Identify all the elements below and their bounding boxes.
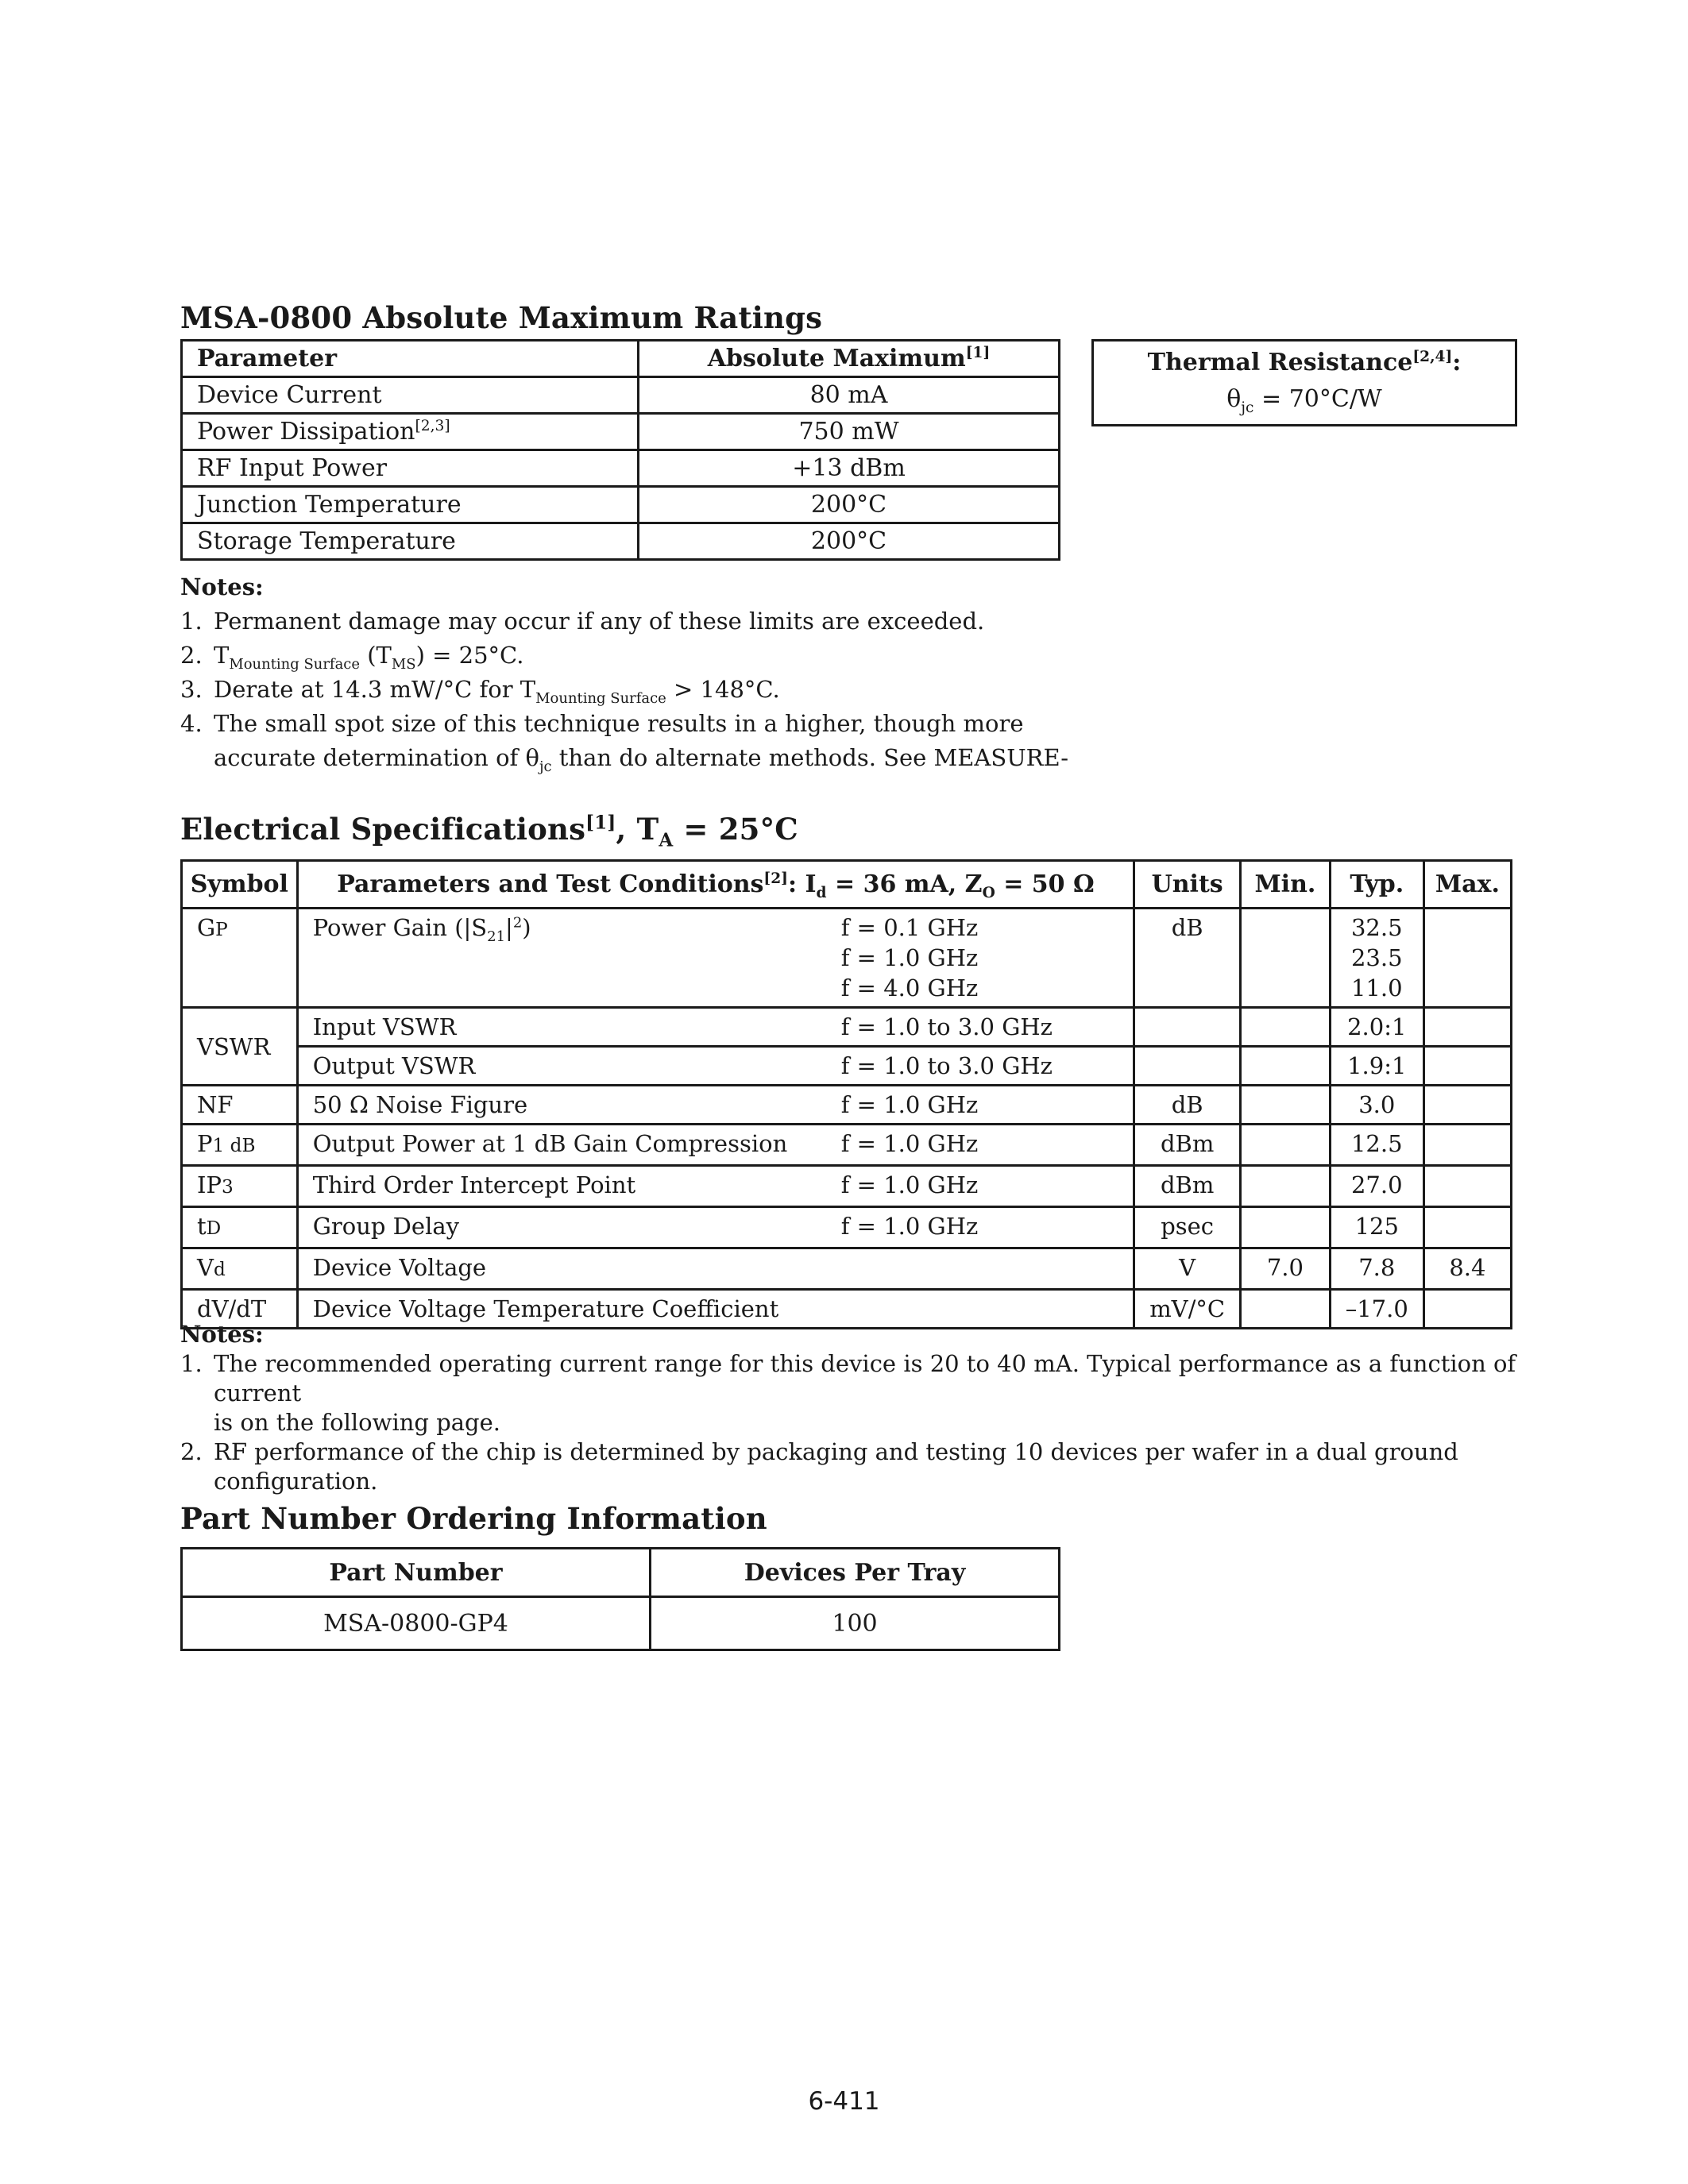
typ-value: 32.5: [1350, 914, 1403, 941]
table-row: [182, 450, 1060, 487]
col-header-label: Absolute Maximum: [707, 345, 966, 372]
units-cell: mV/°C: [1134, 1290, 1241, 1329]
note-text: than do alternate methods. See MEASURE-: [551, 744, 1068, 771]
footnote-ref: [2,4]: [1412, 349, 1453, 365]
typ-cell: 7.8: [1330, 1248, 1423, 1290]
value-cell: 750 mW: [639, 414, 1060, 450]
typ-cell: [1330, 909, 1423, 1008]
condition: f = 1.0 GHz: [840, 1213, 979, 1240]
condition: f = 0.1 GHz: [840, 914, 979, 941]
table-row-nf: [182, 1086, 1512, 1125]
symbol-cell: [182, 1125, 298, 1166]
param-cell: Storage Temperature: [182, 523, 639, 560]
table-header-row: [182, 861, 1512, 909]
subscript: Mounting Surface: [535, 689, 666, 707]
note-text: ) = 25°C.: [415, 642, 524, 669]
table-row-ip3: [182, 1166, 1512, 1207]
note-text: (T: [360, 642, 392, 669]
table-row: [182, 523, 1060, 560]
max-cell: [1423, 1047, 1511, 1086]
note-text: Permanent damage may occur if any of these limits are exceeded.: [214, 608, 985, 635]
value-cell: 200°C: [639, 523, 1060, 560]
note-number: 4.: [180, 710, 203, 737]
units-cell: dBm: [1134, 1166, 1241, 1207]
footnote-ref: [2,3]: [415, 418, 450, 434]
symbol-sub: d: [213, 1259, 226, 1280]
thermal-value: = 70°C/W: [1253, 385, 1382, 413]
test-conditions: [840, 913, 1118, 1001]
thermal-resistance-heading: [1094, 345, 1515, 381]
notes-list: [180, 1349, 1531, 1496]
max-cell: [1423, 1207, 1511, 1248]
notes-list: [180, 604, 1070, 775]
param-text: |: [505, 914, 513, 941]
table-row: [182, 1597, 1060, 1650]
notes-heading: Notes:: [180, 1321, 264, 1348]
col-header-part-number: Part Number: [182, 1549, 651, 1597]
symbol-sub: 1 dB: [212, 1135, 256, 1156]
ordering-title: Part Number Ordering Information: [180, 1501, 767, 1536]
value-cell: 200°C: [639, 487, 1060, 523]
units-cell: [1134, 909, 1241, 1008]
param-cell: Device Voltage: [297, 1248, 1134, 1290]
amr-notes: [180, 570, 1070, 775]
value-cell: 80 mA: [639, 377, 1060, 414]
thermal-resistance-value: [1094, 381, 1515, 418]
thermal-label: Thermal Resistance: [1147, 349, 1413, 376]
units-text: dB: [1171, 914, 1203, 941]
es-notes: [180, 1320, 1531, 1496]
min-cell: [1241, 1047, 1331, 1086]
note-text: The recommended operating current range for this device is 20 to 40 mA. Typical performance as a function of current: [214, 1350, 1516, 1406]
amr-title: MSA-0800 Absolute Maximum Ratings: [180, 300, 823, 335]
param-cell: Junction Temperature: [182, 487, 639, 523]
header-text: Parameters and Test Conditions: [337, 870, 764, 898]
note-number: 1.: [180, 1350, 203, 1377]
col-header-units: Units: [1134, 861, 1241, 909]
param-name: Group Delay: [312, 1213, 460, 1240]
table-row-vd: [182, 1248, 1512, 1290]
table-header-row: [182, 1549, 1060, 1597]
col-header-typ: Typ.: [1330, 861, 1423, 909]
param-cell: [297, 1086, 1134, 1125]
subscript: O: [982, 885, 995, 901]
subscript: A: [659, 829, 674, 851]
table-row: [182, 487, 1060, 523]
symbol-cell: VSWR: [182, 1008, 298, 1086]
param-cell: [182, 414, 639, 450]
symbol-cell: [182, 1207, 298, 1248]
note-text: RF performance of the chip is determined by packaging and testing 10 devices per wafer in a dual ground configuration.: [214, 1438, 1458, 1495]
note-number: 2.: [180, 1438, 203, 1465]
devices-per-tray-cell: 100: [651, 1597, 1060, 1650]
symbol-cell: NF: [182, 1086, 298, 1125]
theta-symbol: θ: [1226, 385, 1242, 413]
param-cell: [297, 1008, 1134, 1047]
units-cell: dBm: [1134, 1125, 1241, 1166]
param-text: ): [522, 914, 531, 941]
header-text: = 36 mA, Z: [826, 870, 983, 898]
param-name: Output Power at 1 dB Gain Compression: [312, 1130, 788, 1157]
min-cell: [1241, 1166, 1331, 1207]
param-name: Output VSWR: [312, 1052, 476, 1079]
condition: f = 1.0 GHz: [840, 1130, 979, 1157]
symbol-cell: [182, 1248, 298, 1290]
param-cell: [297, 1166, 1134, 1207]
typ-cell: 2.0:1: [1330, 1008, 1423, 1047]
symbol-text: V: [197, 1254, 214, 1281]
typ-value: 11.0: [1350, 974, 1403, 1001]
subscript: d: [816, 885, 827, 901]
title-text: = 25°C: [673, 812, 798, 847]
max-cell: [1423, 1166, 1511, 1207]
note-text: Derate at 14.3 mW/°C for T: [214, 676, 536, 703]
param-name: Third Order Intercept Point: [312, 1171, 636, 1198]
note-text: is on the following page.: [214, 1409, 500, 1436]
typ-cell: –17.0: [1330, 1290, 1423, 1329]
typ-cell: 27.0: [1330, 1166, 1423, 1207]
symbol-text: P: [197, 1130, 213, 1157]
note-number: 1.: [180, 608, 203, 635]
min-cell: [1241, 1086, 1331, 1125]
param-cell: [297, 1125, 1134, 1166]
title-text: Electrical Specifications: [180, 812, 586, 847]
note-text: > 148°C.: [666, 676, 780, 703]
value-cell: +13 dBm: [639, 450, 1060, 487]
condition: f = 1.0 to 3.0 GHz: [840, 1052, 1053, 1079]
condition: f = 1.0 GHz: [840, 1171, 979, 1198]
condition: f = 1.0 GHz: [840, 944, 979, 971]
col-header-min: Min.: [1241, 861, 1331, 909]
units-cell: dB: [1134, 1086, 1241, 1125]
param-cell: Device Voltage Temperature Coefficient: [297, 1290, 1134, 1329]
note-number: 3.: [180, 676, 203, 703]
absolute-maximum-ratings-table: [180, 339, 1060, 561]
table-row-vswr-output: [182, 1047, 1512, 1086]
symbol-cell: [182, 1166, 298, 1207]
title-text: , T: [616, 812, 659, 847]
subscript: 21: [487, 928, 506, 945]
condition: f = 1.0 to 3.0 GHz: [840, 1013, 1053, 1040]
symbol-cell: [182, 909, 298, 1008]
thermal-resistance-box: [1091, 339, 1517, 426]
col-header-symbol: Symbol: [182, 861, 298, 909]
typ-value: 23.5: [1350, 944, 1403, 971]
param-name: Input VSWR: [312, 1013, 457, 1040]
max-cell: [1423, 1008, 1511, 1047]
typ-cell: 1.9:1: [1330, 1047, 1423, 1086]
symbol-text: IP: [197, 1171, 222, 1198]
min-cell: [1241, 909, 1331, 1008]
note-item: [180, 673, 1070, 707]
es-title: [180, 812, 798, 851]
param-text: Power Gain (|S: [312, 914, 488, 941]
param-label: Power Dissipation: [197, 418, 415, 446]
param-cell: [297, 909, 1134, 1008]
note-text: accurate determination of θ: [214, 744, 539, 771]
col-header-max: Max.: [1423, 861, 1511, 909]
subscript: MS: [391, 655, 416, 673]
units-cell: V: [1134, 1248, 1241, 1290]
table-row: [182, 414, 1060, 450]
units-cell: [1134, 1008, 1241, 1047]
subscript: Mounting Surface: [229, 655, 360, 673]
typ-cell: 12.5: [1330, 1125, 1423, 1166]
page-number: 6-411: [808, 2087, 880, 2116]
note-item: [180, 1349, 1531, 1437]
typ-cell: 125: [1330, 1207, 1423, 1248]
note-item: [180, 604, 1070, 639]
header-text: : I: [787, 870, 817, 898]
col-header-parameters: [297, 861, 1134, 909]
note-text: T: [214, 642, 230, 669]
note-item: [180, 1437, 1531, 1496]
symbol-sub: D: [206, 1217, 222, 1239]
symbol-sub: 3: [221, 1176, 234, 1198]
footnote-ref: [1]: [965, 345, 991, 361]
max-cell: [1423, 1125, 1511, 1166]
param-cell: [297, 1047, 1134, 1086]
col-header-parameter: Parameter: [182, 341, 639, 377]
max-cell: [1423, 909, 1511, 1008]
col-header-devices-per-tray: Devices Per Tray: [651, 1549, 1060, 1597]
param-cell: Device Current: [182, 377, 639, 414]
part-number-ordering-table: [180, 1547, 1060, 1651]
notes-heading: Notes:: [180, 573, 264, 600]
footnote-ref: [1]: [585, 812, 616, 834]
param-name: 50 Ω Noise Figure: [312, 1091, 528, 1118]
superscript: 2: [512, 914, 523, 932]
symbol-text: G: [197, 914, 216, 941]
col-header-absolute-maximum: [639, 341, 1060, 377]
table-header-row: [182, 341, 1060, 377]
colon: :: [1452, 349, 1462, 376]
symbol-sub: P: [215, 919, 228, 940]
table-row: [182, 377, 1060, 414]
min-cell: 7.0: [1241, 1248, 1331, 1290]
note-item: [180, 639, 1070, 673]
condition: f = 1.0 GHz: [840, 1091, 979, 1118]
min-cell: [1241, 1008, 1331, 1047]
min-cell: [1241, 1125, 1331, 1166]
condition: f = 4.0 GHz: [840, 974, 979, 1001]
table-row-gp: [182, 909, 1512, 1008]
note-item: [180, 707, 1070, 775]
symbol-text: t: [197, 1213, 207, 1240]
symbol-cell: dV/dT: [182, 1290, 298, 1329]
typ-cell: 3.0: [1330, 1086, 1423, 1125]
footnote-ref: [2]: [763, 870, 788, 887]
min-cell: [1241, 1207, 1331, 1248]
units-cell: psec: [1134, 1207, 1241, 1248]
max-cell: 8.4: [1423, 1248, 1511, 1290]
subscript: jc: [539, 758, 552, 775]
header-text: = 50 Ω: [995, 870, 1095, 898]
param-name: [313, 913, 841, 943]
part-number-cell: MSA-0800-GP4: [182, 1597, 651, 1650]
param-cell: [297, 1207, 1134, 1248]
table-row-p1db: [182, 1125, 1512, 1166]
param-cell: RF Input Power: [182, 450, 639, 487]
max-cell: [1423, 1086, 1511, 1125]
units-cell: [1134, 1047, 1241, 1086]
table-row-td: [182, 1207, 1512, 1248]
note-number: 2.: [180, 642, 203, 669]
note-text: The small spot size of this technique results in a higher, though more: [214, 710, 1024, 737]
theta-subscript: jc: [1241, 399, 1254, 416]
table-row-vswr-input: [182, 1008, 1512, 1047]
electrical-specifications-table: [180, 859, 1512, 1329]
